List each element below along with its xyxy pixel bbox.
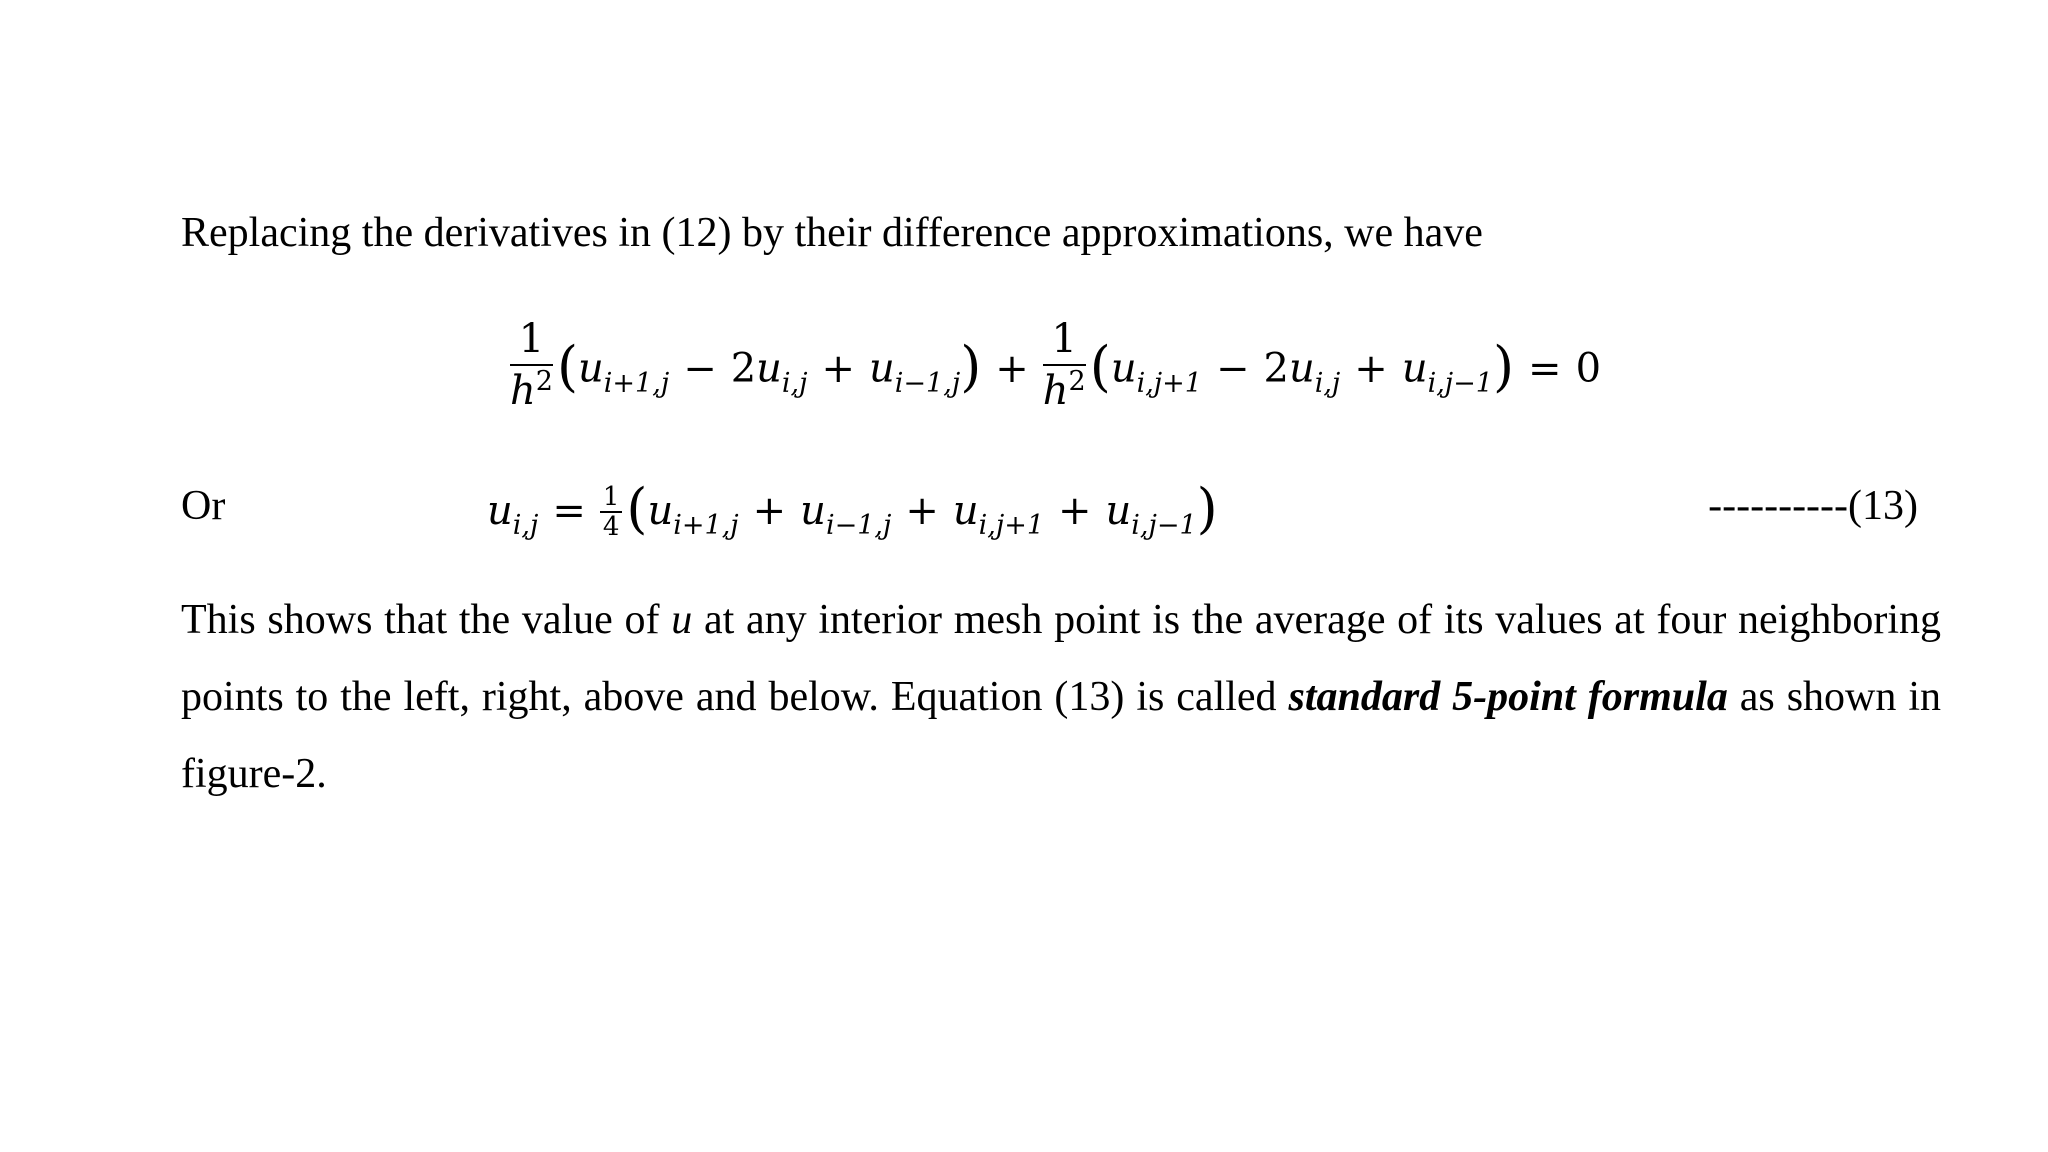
intro-text: Replacing the derivatives in (12) by their difference approximations, we have [181,210,1483,256]
bold-term-formula: standard 5-point formula [1288,674,1728,720]
equation-five-point-formula: $u_{i,j}$ = $\frac{1}{4}$ $(u_{i+1,j} + u_{i-1,j} + u_{i,j+1} + u_{i,j-1})$ [487,477,1218,542]
fraction-one-over-h-squared [510,314,553,421]
explanation-paragraph: This shows that the value of u at any interior mesh point is the average of its values at four neighboring points to the left, right, above and below. Equation (13) is called standard 5-point formula as shown in figure-2. [181,597,1941,797]
fraction-numerator: 1 [510,314,553,366]
fraction-one-over-h-squared: $\frac{1}{h^2}$ [1042,316,1086,414]
equation-difference-approximation: $\frac{1}{h^2}$ $(u_{i+1,j} - 2u_{i,j} + u_{i-1,j})$ + $\frac{1}{h^2}$ $(u_{i,j+1} - 2u_{i,j} + u_{i,j-1}) = 0$ [510,318,1601,425]
fraction-denominator: $h^2$ [510,366,553,414]
variable-u: u [671,597,693,643]
equation-number: ----------(13) [1708,483,1918,529]
or-label: Or [181,483,226,529]
fraction-one-quarter: $\frac{1}{4}$ [600,483,623,541]
